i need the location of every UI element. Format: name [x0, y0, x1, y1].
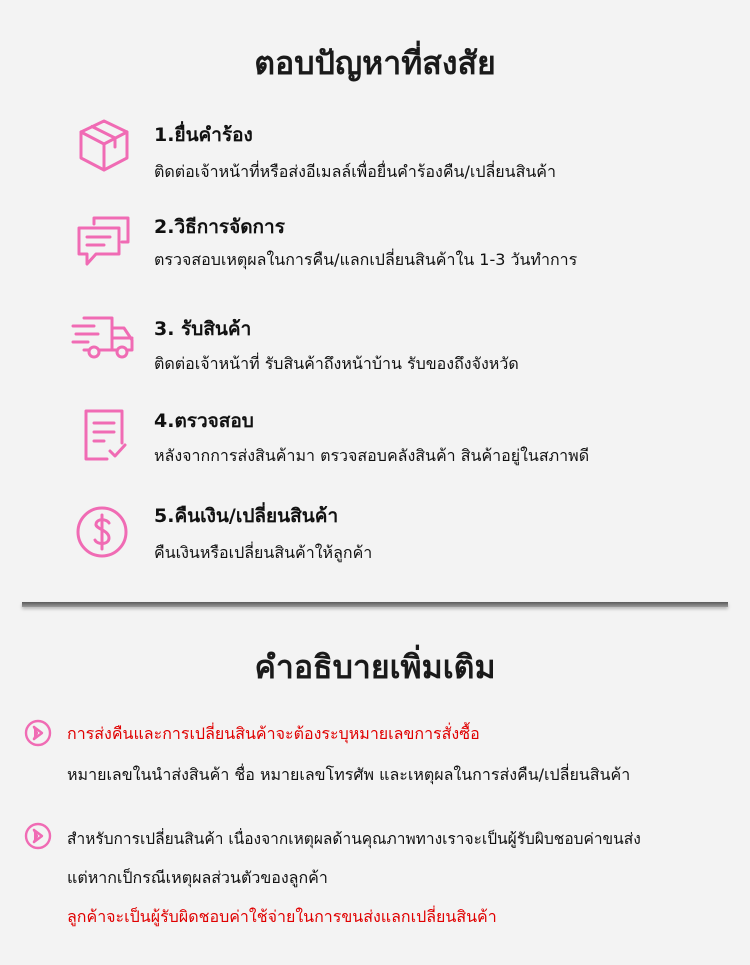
more-info-title: คำอธิบายเพิ่มเติม — [254, 648, 496, 686]
step-inspect — [0, 400, 750, 490]
step-description: ติดต่อเจ้าหน้าที่ รับสินค้าถึงหน้าบ้าน รับของถึงจังหวัด — [154, 354, 519, 373]
checklist-document-icon — [74, 405, 134, 465]
note-line: หมายเลขในนำส่งสินค้า ชื่อ หมายเลขโทรศัพ และเหตุผลในการส่งคืน/เปลี่ยนสินค้า — [67, 765, 631, 784]
step-heading: 2.วิธีการจัดการ — [154, 216, 285, 238]
step-description: ตรวจสอบเหตุผลในการคืน/แลกเปลี่ยนสินค้าใน 1-3 วันทำการ — [154, 250, 578, 269]
step-receive-goods — [0, 306, 750, 396]
step-heading: 3. รับสินค้า — [154, 318, 252, 340]
note-line: ลูกค้าจะเป็นผู้รับผิดชอบค่าใช้จ่ายในการขนส่งแลกเปลี่ยนสินค้า — [67, 907, 497, 926]
note-line: การส่งคืนและการเปลี่ยนสินค้าจะต้องระบุหมายเลขการสั่งซื้อ — [67, 724, 480, 743]
step-processing — [0, 208, 750, 298]
chevron-right-circle-icon — [24, 822, 52, 850]
step-heading: 4.ตรวจสอบ — [154, 410, 254, 432]
chevron-right-circle-icon — [24, 719, 52, 747]
step-submit-request — [0, 115, 750, 205]
step-description: หลังจากการส่งสินค้ามา ตรวจสอบคลังสินค้า สินค้าอยู่ในสภาพดี — [154, 446, 590, 465]
step-heading: 1.ยื่นคำร้อง — [154, 124, 253, 146]
step-refund-exchange — [0, 496, 750, 586]
chat-bubbles-icon — [74, 210, 134, 270]
step-description: ติดต่อเจ้าหน้าที่หรือส่งอีเมลล์เพื่อยื่นคำร้องคืน/เปลี่ยนสินค้า — [154, 162, 556, 181]
section-divider — [22, 602, 728, 607]
note-line: แต่หากเป็กรณีเหตุผลส่วนตัวของลูกค้า — [67, 868, 328, 887]
step-heading: 5.คืนเงิน/เปลี่ยนสินค้า — [154, 505, 339, 527]
step-description: คืนเงินหรือเปลี่ยนสินค้าให้ลูกค้า — [154, 543, 373, 562]
delivery-truck-icon — [70, 308, 136, 368]
dollar-coin-icon — [72, 502, 132, 562]
faq-title: ตอบปัญหาที่สงสัย — [254, 44, 496, 82]
package-box-icon — [74, 115, 134, 175]
note-line: สำหรับการเปลี่ยนสินค้า เนื่องจากเหตุผลด้านคุณภาพทางเราจะเป็นผู้รับผิบชอบค่าขนส่ง — [67, 830, 641, 848]
